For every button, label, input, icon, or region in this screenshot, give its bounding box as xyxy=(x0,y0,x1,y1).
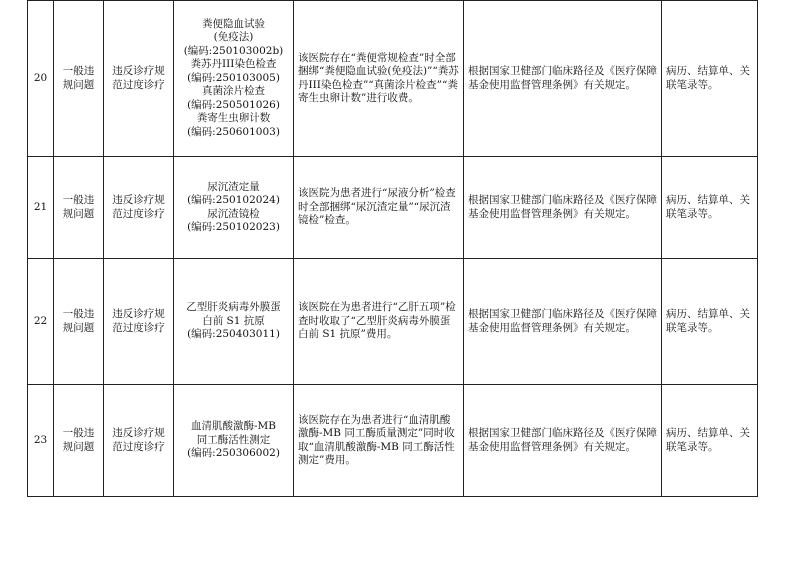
item-line: (编码:250103005) xyxy=(187,71,280,84)
table-body xyxy=(28,1,758,497)
legal-basis: 根据国家卫健部门临床路径及《医疗保障基金使用监督管理条例》有关规定。 xyxy=(464,157,662,259)
row-number: 22 xyxy=(28,259,54,385)
item-line: (编码:250103002b) xyxy=(183,44,284,57)
row-number: 20 xyxy=(28,1,54,157)
item-line: 乙型肝炎病毒外膜蛋 xyxy=(186,301,281,314)
problem-description: 该医院在为患者进行“乙肝五项”检查时收取了“乙型肝炎病毒外膜蛋白前 S1 抗原”费用。 xyxy=(294,259,464,385)
item-line: (编码:250306002) xyxy=(187,447,280,460)
table-row xyxy=(28,157,758,259)
problem-description: 该医院存在“粪便常规检查”时全部捆绑“粪便隐血试验(免疫法)”“粪苏丹III染色检查”“真菌涂片检查”“粪寄生虫卵计数”进行收费。 xyxy=(294,1,464,157)
problem-type: 一般违规问题 xyxy=(54,157,104,259)
item-line: (编码:250102024) xyxy=(187,194,280,206)
problem-description: 该医院存在为患者进行“血清肌酸激酶-MB 同工酶质量测定”同时收取“血清肌酸激酶-MB 同工酶活性测定”费用。 xyxy=(294,385,464,497)
violation-category: 违反诊疗规范过度诊疗 xyxy=(104,1,174,157)
item-line: 尿沉渣镜检 xyxy=(207,207,260,220)
legal-basis: 根据国家卫健部门临床路径及《医疗保障基金使用监督管理条例》有关规定。 xyxy=(464,385,662,497)
problem-type: 一般违规问题 xyxy=(54,385,104,497)
billing-items xyxy=(174,1,294,157)
item-line: 粪寄生虫卵计数 xyxy=(196,112,271,125)
violation-category: 违反诊疗规范过度诊疗 xyxy=(104,157,174,259)
item-line: (编码:250501026) xyxy=(187,98,280,111)
violations-table xyxy=(27,0,758,497)
item-line: 粪苏丹III染色检查 xyxy=(190,58,277,71)
row-number: 21 xyxy=(28,157,54,259)
table-row xyxy=(28,259,758,385)
item-line: (编码:250403011) xyxy=(187,328,280,341)
row-number: 23 xyxy=(28,385,54,497)
billing-items xyxy=(174,385,294,497)
table-row xyxy=(28,1,758,157)
item-line: 真菌涂片检查 xyxy=(202,85,265,98)
problem-type: 一般违规问题 xyxy=(54,1,104,157)
item-line: (免疫法) xyxy=(213,31,254,44)
evidence: 病历、结算单、关联笔录等。 xyxy=(662,259,758,385)
item-line: 白前 S1 抗原 xyxy=(202,314,265,327)
evidence: 病历、结算单、关联笔录等。 xyxy=(662,157,758,259)
item-line: 粪便隐血试验 xyxy=(202,17,265,30)
billing-items xyxy=(174,259,294,385)
table-row xyxy=(28,385,758,497)
item-line: (编码:250102023) xyxy=(187,221,280,233)
violation-category: 违反诊疗规范过度诊疗 xyxy=(104,385,174,497)
violation-category: 违反诊疗规范过度诊疗 xyxy=(104,259,174,385)
problem-type: 一般违规问题 xyxy=(54,259,104,385)
problem-description: 该医院为患者进行“尿液分析”检查时全部捆绑“尿沉渣定量”“尿沉渣镜检”检查。 xyxy=(294,157,464,259)
evidence: 病历、结算单、关联笔录等。 xyxy=(662,1,758,157)
billing-items xyxy=(174,157,294,259)
item-line: 尿沉渣定量 xyxy=(207,180,260,193)
item-line: (编码:250601003) xyxy=(187,125,280,138)
item-line: 同工酶活性测定 xyxy=(196,433,271,446)
item-line: 血清肌酸激酶-MB xyxy=(190,420,276,433)
evidence: 病历、结算单、关联笔录等。 xyxy=(662,385,758,497)
legal-basis: 根据国家卫健部门临床路径及《医疗保障基金使用监督管理条例》有关规定。 xyxy=(464,1,662,157)
legal-basis: 根据国家卫健部门临床路径及《医疗保障基金使用监督管理条例》有关规定。 xyxy=(464,259,662,385)
